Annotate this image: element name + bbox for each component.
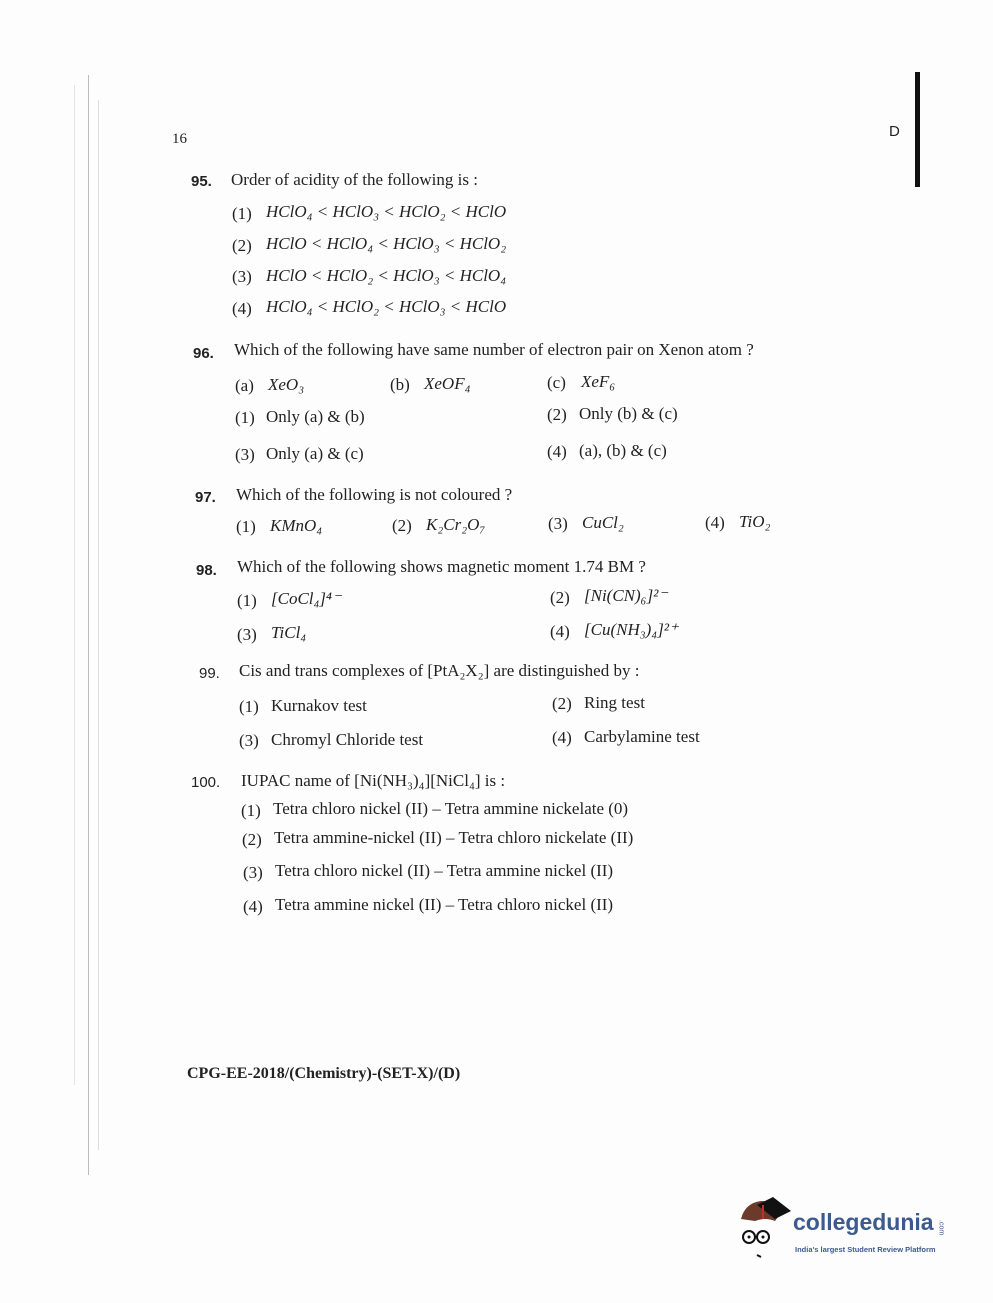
- option-text: KMnO₄: [270, 516, 323, 535]
- option-text: [Cu(NH₃)₄]²⁺: [584, 620, 678, 639]
- option-label: (2): [547, 405, 567, 424]
- option-text: CuCl₂: [582, 513, 624, 532]
- logo-wordmark: [793, 1209, 945, 1235]
- option-label: (1): [239, 697, 259, 716]
- option-label: (3): [235, 445, 255, 464]
- option-label: (4): [552, 728, 572, 747]
- page-number: 16: [172, 131, 187, 147]
- item-label: (a): [235, 376, 254, 395]
- option-text: Only (a) & (c): [266, 444, 364, 463]
- option-text: TiCl₄: [271, 623, 307, 642]
- option-label: (3): [232, 267, 252, 286]
- logo-name: collegedunia: [793, 1209, 934, 1235]
- item-text: XeO₃: [268, 375, 305, 394]
- set-letter: D: [889, 123, 900, 140]
- option-text: Carbylamine test: [584, 727, 700, 746]
- option-text: Tetra ammine nickel (II) – Tetra chloro nickel (II): [275, 895, 614, 914]
- option-label: (4): [550, 622, 570, 641]
- question-text: IUPAC name of [Ni(NH₃)₄][NiCl₄] is :: [241, 771, 506, 790]
- option-label: (2): [552, 694, 572, 713]
- option-label: (1): [241, 801, 261, 820]
- question-text: Cis and trans complexes of [PtA₂X₂] are distinguished by :: [239, 661, 640, 680]
- option-text: Kurnakov test: [271, 696, 367, 715]
- question-number: 96.: [193, 345, 214, 362]
- logo-suffix: .com: [937, 1219, 945, 1235]
- logo-tagline: India's largest Student Review Platform: [795, 1245, 936, 1254]
- scan-edge-line: [88, 75, 89, 1175]
- option-text: (a), (b) & (c): [579, 441, 667, 460]
- question-text: Which of the following shows magnetic moment 1.74 BM ?: [237, 557, 646, 576]
- collegedunia-logo: [735, 1195, 975, 1270]
- scan-edge-line: [74, 85, 75, 1085]
- option-text: HClO₄ < HClO₃ < HClO₂ < HClO: [266, 202, 507, 221]
- right-edge-bar: [915, 72, 920, 187]
- footer-code: CPG-EE-2018/(Chemistry)-(SET-X)/(D): [187, 1065, 461, 1082]
- option-text: Only (a) & (b): [266, 407, 365, 426]
- option-label: (2): [392, 516, 412, 535]
- question-text: Which of the following have same number of electron pair on Xenon atom ?: [234, 340, 754, 359]
- option-text: Chromyl Chloride test: [271, 730, 424, 749]
- option-text: K₂Cr₂O₇: [426, 515, 486, 534]
- option-text: HClO < HClO₄ < HClO₃ < HClO₂: [266, 234, 507, 253]
- mascot-icon: [735, 1195, 795, 1265]
- option-text: HClO₄ < HClO₂ < HClO₃ < HClO: [266, 297, 507, 316]
- option-text: [Ni(CN)₆]²⁻: [584, 586, 668, 605]
- option-label: (4): [232, 299, 252, 318]
- option-label: (1): [232, 204, 252, 223]
- option-text: Tetra chloro nickel (II) – Tetra ammine nickelate (0): [273, 799, 629, 818]
- option-label: (4): [705, 513, 725, 532]
- item-text: XeF₆: [581, 372, 616, 391]
- option-text: Ring test: [584, 693, 645, 712]
- option-label: (3): [548, 514, 568, 533]
- option-label: (1): [236, 517, 256, 536]
- option-text: Tetra ammine-nickel (II) – Tetra chloro nickelate (II): [274, 828, 634, 847]
- question-text: Which of the following is not coloured ?: [236, 485, 513, 504]
- scan-edge-line: [98, 100, 99, 1150]
- question-number: 98.: [196, 562, 217, 579]
- option-label: (2): [242, 830, 262, 849]
- question-number: 100.: [191, 774, 221, 791]
- option-text: Only (b) & (c): [579, 404, 678, 423]
- item-label: (c): [547, 373, 566, 392]
- question-number: 99.: [199, 665, 220, 682]
- option-label: (3): [243, 863, 263, 882]
- question-number: 97.: [195, 489, 216, 506]
- option-text: [CoCl₄]⁴⁻: [271, 589, 341, 608]
- option-label: (2): [550, 588, 570, 607]
- item-text: XeOF₄: [424, 374, 471, 393]
- item-label: (b): [390, 375, 410, 394]
- option-label: (3): [237, 625, 257, 644]
- option-label: (4): [243, 897, 263, 916]
- question-text: Order of acidity of the following is :: [231, 170, 478, 189]
- option-label: (4): [547, 442, 567, 461]
- option-text: Tetra chloro nickel (II) – Tetra ammine nickel (II): [275, 861, 614, 880]
- option-text: TiO₂: [739, 512, 771, 531]
- option-label: (1): [235, 408, 255, 427]
- option-label: (3): [239, 731, 259, 750]
- option-label: (1): [237, 591, 257, 610]
- option-label: (2): [232, 236, 252, 255]
- option-text: HClO < HClO₂ < HClO₃ < HClO₄: [266, 266, 507, 285]
- question-number: 95.: [191, 173, 212, 190]
